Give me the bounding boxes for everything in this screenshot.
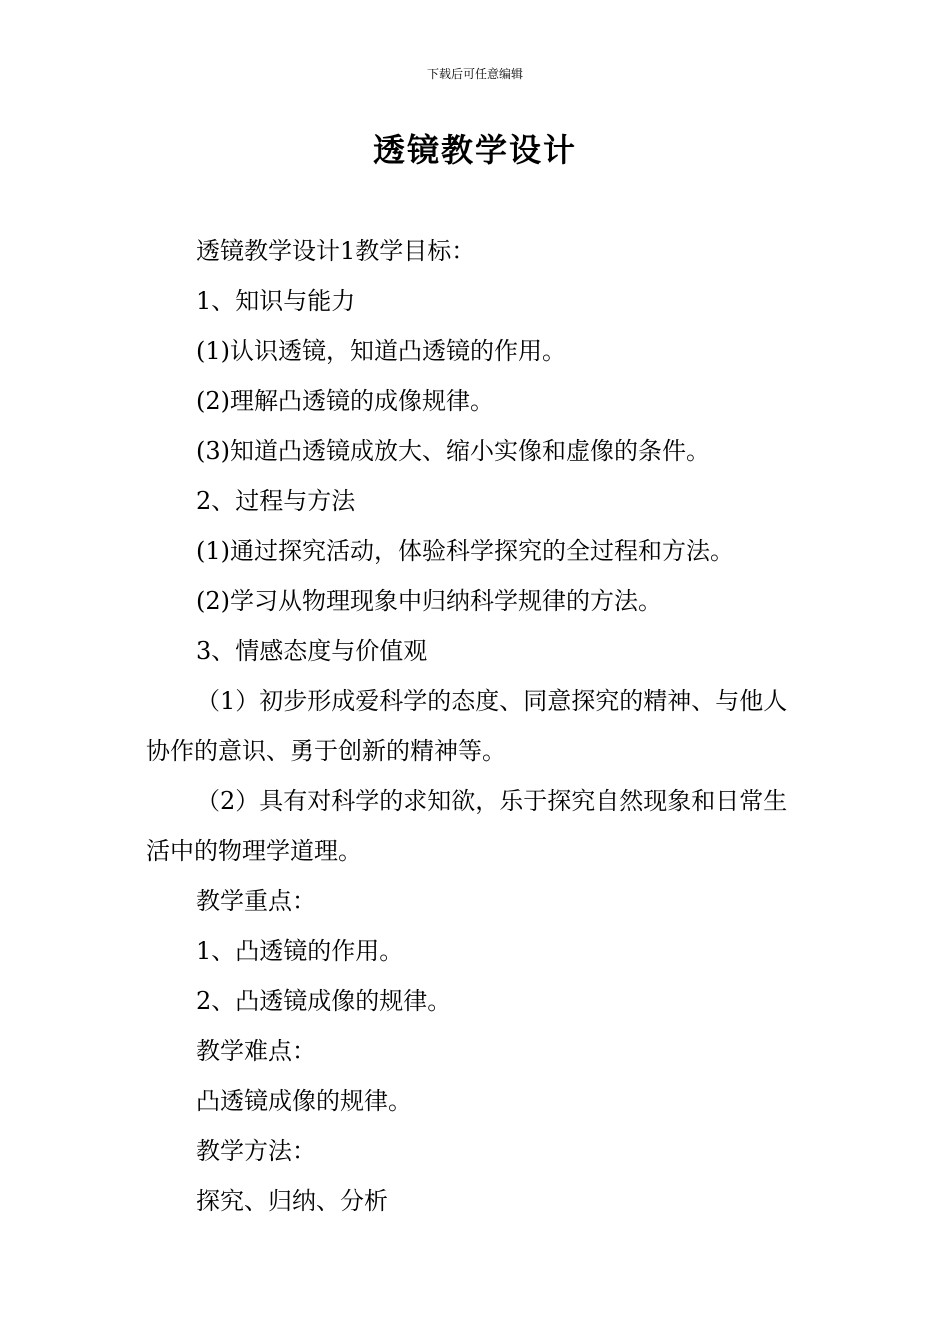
paragraph-item: 探究、归纳、分析 xyxy=(196,1187,388,1215)
paragraph-item: （2）具有对科学的求知欲，乐于探究自然现象和日常生活中的物理学道理。 xyxy=(146,787,788,865)
paragraph-item: 2、凸透镜成像的规律。 xyxy=(196,987,452,1015)
paragraph-item: 凸透镜成像的规律。 xyxy=(196,1087,412,1115)
paragraph-item: (2)学习从物理现象中归纳科学规律的方法。 xyxy=(196,587,662,615)
paragraph-item: (1)认识透镜，知道凸透镜的作用。 xyxy=(196,337,566,365)
header-note: 下载后可任意编辑 xyxy=(426,67,523,81)
paragraph-item: 1、凸透镜的作用。 xyxy=(196,937,404,965)
paragraph-heading: 教学方法： xyxy=(196,1137,316,1165)
paragraph-heading: 2、过程与方法 xyxy=(196,487,356,515)
paragraph-heading: 教学重点： xyxy=(196,887,316,915)
paragraph-heading: 3、情感态度与价值观 xyxy=(196,637,428,665)
paragraph-item: (3)知道凸透镜成放大、缩小实像和虚像的条件。 xyxy=(196,437,710,465)
document-body xyxy=(146,226,806,1226)
paragraph-heading: 1、知识与能力 xyxy=(196,287,356,315)
paragraph-item: （1）初步形成爱科学的态度、同意探究的精神、与他人协作的意识、勇于创新的精神等。 xyxy=(146,687,788,765)
paragraph-item: (1)通过探究活动，体验科学探究的全过程和方法。 xyxy=(196,537,734,565)
paragraph-heading: 教学难点： xyxy=(196,1037,316,1065)
document-title: 透镜教学设计 xyxy=(372,131,577,169)
paragraph-intro: 透镜教学设计1教学目标： xyxy=(196,237,476,265)
paragraph-item: (2)理解凸透镜的成像规律。 xyxy=(196,387,494,415)
